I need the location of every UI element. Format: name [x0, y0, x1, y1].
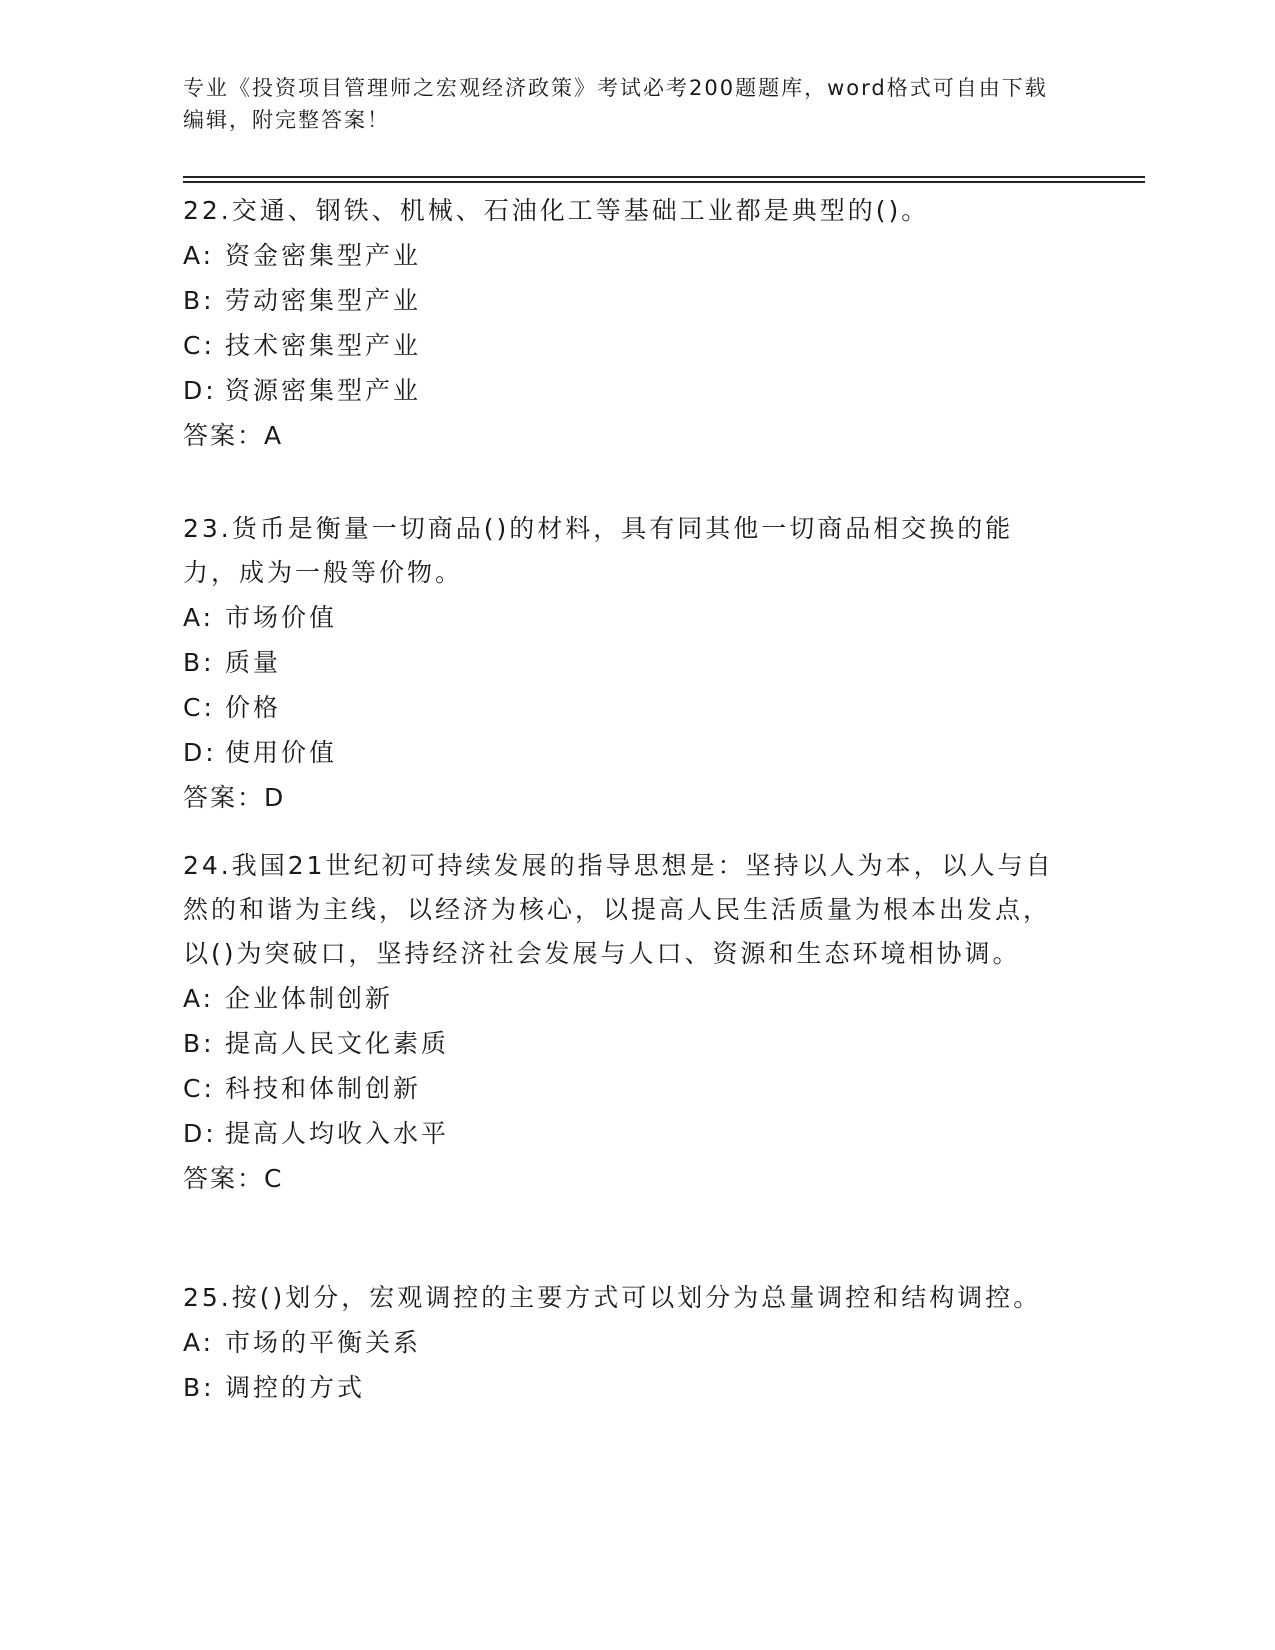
option-text: 提高人均收入水平: [225, 1119, 450, 1148]
option-text: 科技和体制创新: [225, 1074, 422, 1103]
option-text: 资金密集型产业: [225, 241, 422, 270]
option-letter: A:: [183, 241, 215, 270]
option-b: [183, 1365, 1063, 1410]
question-23: [183, 507, 1063, 820]
option-letter: B:: [183, 1029, 215, 1058]
answer-line: 答案：D: [183, 783, 286, 812]
option-letter: B:: [183, 1373, 215, 1402]
question-stem: 25.按()划分，宏观调控的主要方式可以划分为总量调控和结构调控。: [183, 1283, 1042, 1312]
option-text: 调控的方式: [225, 1373, 366, 1402]
question-25: [183, 1276, 1063, 1410]
option-b: [183, 278, 1063, 323]
header-divider-bottom: [183, 181, 1145, 183]
option-c: [183, 1066, 1063, 1111]
option-letter: C:: [183, 1074, 215, 1103]
option-a: [183, 1320, 1063, 1365]
option-letter: D:: [183, 738, 217, 767]
option-text: 质量: [225, 648, 282, 677]
option-a: [183, 976, 1063, 1021]
option-letter: D:: [183, 1119, 217, 1148]
option-letter: A:: [183, 984, 215, 1013]
option-letter: C:: [183, 693, 215, 722]
option-letter: B:: [183, 648, 215, 677]
document-header: 专业《投资项目管理师之宏观经济政策》考试必考200题题库，word格式可自由下载编辑，附完整答案！: [183, 76, 1048, 132]
option-text: 资源密集型产业: [225, 376, 422, 405]
question-stem: 23.货币是衡量一切商品()的材料，具有同其他一切商品相交换的能力，成为一般等价物。: [183, 514, 1014, 587]
option-text: 技术密集型产业: [225, 331, 422, 360]
answer-line: 答案：A: [183, 421, 284, 450]
option-letter: B:: [183, 286, 215, 315]
option-b: [183, 1021, 1063, 1066]
option-text: 价格: [225, 693, 282, 722]
option-letter: A:: [183, 603, 215, 632]
option-text: 提高人民文化素质: [225, 1029, 450, 1058]
option-d: [183, 1111, 1063, 1156]
option-c: [183, 685, 1063, 730]
option-letter: A:: [183, 1328, 215, 1357]
question-stem: 24.我国21世纪初可持续发展的指导思想是：坚持以人为本，以人与自然的和谐为主线，以经济为核心，以提高人民生活质量为根本出发点，以()为突破口，坚持经济社会发展与人口、资源和生态环境相协调。: [183, 851, 1054, 968]
answer-line: 答案：C: [183, 1164, 284, 1193]
option-text: 劳动密集型产业: [225, 286, 422, 315]
header-divider-top: [183, 176, 1145, 178]
option-d: [183, 730, 1063, 775]
option-b: [183, 640, 1063, 685]
question-stem: 22.交通、钢铁、机械、石油化工等基础工业都是典型的()。: [183, 196, 930, 225]
option-text: 使用价值: [225, 738, 338, 767]
option-letter: C:: [183, 331, 215, 360]
question-22: [183, 189, 1063, 458]
option-a: [183, 595, 1063, 640]
option-d: [183, 368, 1063, 413]
option-c: [183, 323, 1063, 368]
option-text: 市场的平衡关系: [225, 1328, 422, 1357]
option-a: [183, 233, 1063, 278]
option-letter: D:: [183, 376, 217, 405]
option-text: 企业体制创新: [225, 984, 394, 1013]
question-24: [183, 844, 1063, 1201]
option-text: 市场价值: [225, 603, 338, 632]
